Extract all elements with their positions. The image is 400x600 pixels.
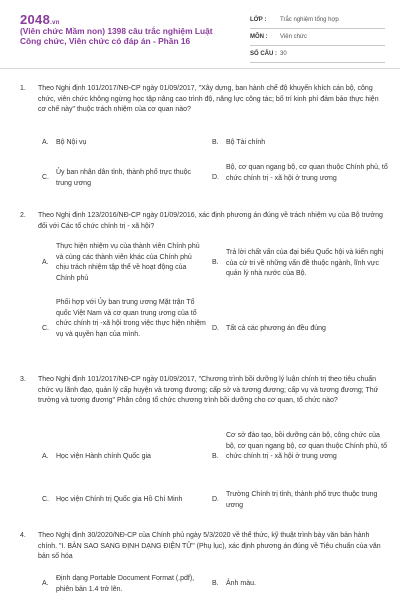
page-header [0,0,400,65]
meta-value: 30 [280,51,287,57]
question-number: 4. [20,532,26,539]
option-letter: B. [212,580,219,587]
logo-main: 2048 [20,12,51,27]
logo-suffix: .vn [50,20,60,26]
option-letter: B. [212,139,219,146]
meta-row-class [250,12,385,29]
meta-value: Viên chức [280,34,307,40]
meta-value: Trắc nghiệm tổng hợp [280,17,339,23]
meta-label: MÔN : [250,34,268,40]
question-number: 2. [20,212,26,219]
document-title: (Viên chức Mầm non) 1398 câu trắc nghiệm Luật Công chức, Viên chức có đáp án - Phần 16 [20,26,213,46]
meta-row-count [250,46,385,63]
option-letter: A. [42,453,49,460]
option-letter: A. [42,139,49,146]
meta-label: SỐ CÂU : [250,51,277,57]
option-text: Trả lời chất vấn của đại biểu Quốc hội và kiến nghị của cử tri về những vấn đề thuộc ngành, lĩnh vực quản lý nhà nước của Bộ. [226,249,384,277]
meta-table [250,12,385,63]
option-letter: D. [212,496,219,503]
question-number: 3. [20,376,26,383]
option-letter: B. [212,259,219,266]
option-letter: B. [212,453,219,460]
question-text: Theo Nghị định 101/2017/NĐ-CP ngày 01/09/2017, "Xây dựng, ban hành chế độ khuyến khích cán bộ, công chức, viên chức không ngừng học tập nâng cao trình độ, năng lực công tác; bố trí kinh phí đảm bảo thực hiện cơ chế này" thuộc trách nhiệm của cơ quan nào? [38,85,379,113]
option-letter: A. [42,580,49,587]
option-text: Bộ Nội vụ [56,139,87,146]
option-letter: C. [42,325,49,332]
option-text: Học viện Hành chính Quốc gia [56,453,151,460]
option-text: Ảnh màu. [226,580,256,587]
option-text: Thực hiện nhiệm vụ của thành viên Chính phủ và cùng các thành viên khác của Chính phủ chịu trách nhiệm tập thể về hoạt động của Chính phủ [56,243,200,282]
option-text: Bộ, cơ quan ngang bộ, cơ quan thuộc Chính phủ, tổ chức chính trị - xã hội ở trung ương [226,164,388,182]
option-text: Trường Chính trị tỉnh, thành phố trực thuộc trung ương [226,491,378,509]
question-text: Theo Nghị định 101/2017/NĐ-CP ngày 01/09/2017, "Chương trình bồi dưỡng lý luận chính trị theo tiêu chuẩn chức vụ lãnh đạo, quản lý cấp huyện và tương đương; cấp sở và tương đương; cấp vụ và tương đương; Thứ trưởng và tương đương" Phân công tổ chức chương trình bồi dưỡng cho cơ quan, tổ chức nào? [38,376,379,404]
option-letter: C. [42,496,49,503]
option-letter: D. [212,174,219,181]
option-text: Bộ Tài chính [226,139,266,146]
meta-label: LỚP : [250,17,267,23]
question-number: 1. [20,85,26,92]
option-text: Định dạng Portable Document Format (.pdf), phiên bản 1.4 trở lên. [56,575,195,593]
option-text: Tất cả các phương án đều đúng [226,325,326,332]
option-letter: D. [212,325,219,332]
option-letter: C. [42,174,49,181]
option-text: Học viện Chính trị Quốc gia Hồ Chí Minh [56,496,183,503]
header-divider [0,68,400,69]
meta-row-subject [250,29,385,46]
question-text: Theo Nghị định 123/2016/NĐ-CP ngày 01/09/2016, xác định phương án đúng về trách nhiệm vụ của Bộ trưởng đối với Các tổ chức chính trị - xã hội? [38,212,383,230]
question-text: Theo Nghị định 30/2020/NĐ-CP của Chính phủ ngày 5/3/2020 về thể thức, kỹ thuật trình bày văn bản hành chính. "I. BẢN SAO SANG ĐỊNH DẠNG ĐIỆN TỬ" (Phụ lục), xác định phương án đúng về Tiêu chuẩn của văn bản số hóa [38,532,381,560]
option-letter: A. [42,259,49,266]
option-text: Cơ sở đào tạo, bồi dưỡng cán bộ, công chức của bộ, cơ quan ngang bộ, cơ quan thuộc Chính phủ, tổ chức chính trị - xã hội ở trung ương [226,432,387,460]
option-text: Ủy ban nhân dân tỉnh, thành phố trực thuộc trung ương [56,169,192,187]
site-logo[interactable] [20,12,60,27]
option-text: Phối hợp với Ủy ban trung ương Mặt trận Tổ quốc Việt Nam và cơ quan trung ương của tổ chức chính trị -xã hội trong việc thực hiện nhiệm vụ và quyền hạn của mình. [56,299,206,338]
